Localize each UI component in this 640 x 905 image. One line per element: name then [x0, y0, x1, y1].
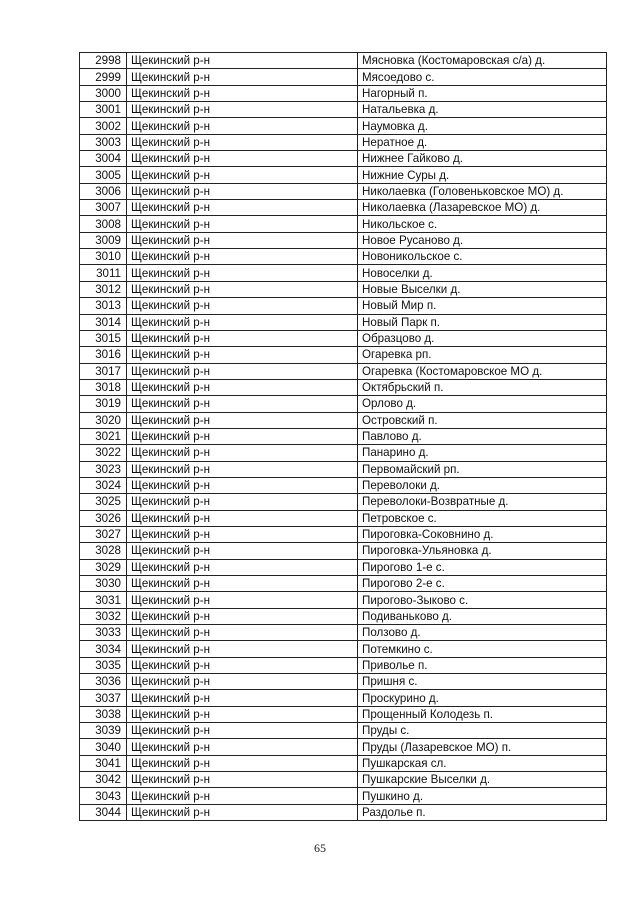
row-number-cell: 3018	[80, 379, 127, 395]
table-row	[80, 739, 607, 755]
table-row	[80, 347, 607, 363]
district-cell: Щекинский р-н	[127, 723, 358, 739]
settlement-name-cell: Петровское с.	[358, 510, 607, 526]
table-row	[80, 134, 607, 150]
row-number-cell: 3036	[80, 674, 127, 690]
settlement-name-cell: Октябрьский п.	[358, 379, 607, 395]
settlement-name-cell: Нагорный п.	[358, 85, 607, 101]
settlement-name-cell: Ползово д.	[358, 625, 607, 641]
district-cell: Щекинский р-н	[127, 804, 358, 820]
row-number-cell: 3005	[80, 167, 127, 183]
table-row	[80, 232, 607, 248]
settlement-name-cell: Переволоки д.	[358, 477, 607, 493]
table-row	[80, 314, 607, 330]
table-row	[80, 755, 607, 771]
row-number-cell: 3001	[80, 102, 127, 118]
settlement-name-cell: Прощенный Колодезь п.	[358, 706, 607, 722]
district-cell: Щекинский р-н	[127, 69, 358, 85]
row-number-cell: 3027	[80, 526, 127, 542]
table-row	[80, 625, 607, 641]
district-cell: Щекинский р-н	[127, 102, 358, 118]
settlement-name-cell: Огаревка (Костомаровское МО д.	[358, 363, 607, 379]
table-row	[80, 118, 607, 134]
row-number-cell: 3040	[80, 739, 127, 755]
settlement-name-cell: Пушкарские Выселки д.	[358, 772, 607, 788]
row-number-cell: 3029	[80, 559, 127, 575]
settlement-name-cell: Пироговка-Ульяновка д.	[358, 543, 607, 559]
settlement-name-cell: Потемкино с.	[358, 641, 607, 657]
row-number-cell: 2999	[80, 69, 127, 85]
row-number-cell: 3013	[80, 298, 127, 314]
settlement-name-cell: Переволоки-Возвратные д.	[358, 494, 607, 510]
table-row	[80, 298, 607, 314]
table-row	[80, 363, 607, 379]
settlement-name-cell: Пушкарская сл.	[358, 755, 607, 771]
district-cell: Щекинский р-н	[127, 608, 358, 624]
row-number-cell: 3024	[80, 477, 127, 493]
row-number-cell: 3007	[80, 200, 127, 216]
row-number-cell: 3000	[80, 85, 127, 101]
settlement-name-cell: Нижнее Гайково д.	[358, 151, 607, 167]
district-cell: Щекинский р-н	[127, 477, 358, 493]
row-number-cell: 3037	[80, 690, 127, 706]
district-cell: Щекинский р-н	[127, 641, 358, 657]
settlement-name-cell: Пироговка-Соковнино д.	[358, 526, 607, 542]
row-number-cell: 3008	[80, 216, 127, 232]
district-cell: Щекинский р-н	[127, 543, 358, 559]
district-cell: Щекинский р-н	[127, 445, 358, 461]
settlement-name-cell: Пушкино д.	[358, 788, 607, 804]
table-row	[80, 657, 607, 673]
table-row	[80, 690, 607, 706]
settlement-name-cell: Пирогово 2-е с.	[358, 576, 607, 592]
table-row	[80, 788, 607, 804]
table-row	[80, 576, 607, 592]
row-number-cell: 3030	[80, 576, 127, 592]
district-cell: Щекинский р-н	[127, 657, 358, 673]
row-number-cell: 3023	[80, 461, 127, 477]
row-number-cell: 3022	[80, 445, 127, 461]
settlement-name-cell: Проскурино д.	[358, 690, 607, 706]
settlement-name-cell: Орлово д.	[358, 396, 607, 412]
table-row	[80, 723, 607, 739]
table-row	[80, 543, 607, 559]
table-row	[80, 151, 607, 167]
settlements-table	[79, 52, 607, 821]
district-cell: Щекинский р-н	[127, 788, 358, 804]
district-cell: Щекинский р-н	[127, 510, 358, 526]
district-cell: Щекинский р-н	[127, 379, 358, 395]
row-number-cell: 3026	[80, 510, 127, 526]
row-number-cell: 3003	[80, 134, 127, 150]
table-row	[80, 102, 607, 118]
table-row	[80, 85, 607, 101]
settlement-name-cell: Новое Русаново д.	[358, 232, 607, 248]
row-number-cell: 3028	[80, 543, 127, 559]
district-cell: Щекинский р-н	[127, 772, 358, 788]
district-cell: Щекинский р-н	[127, 53, 358, 69]
row-number-cell: 3016	[80, 347, 127, 363]
settlement-name-cell: Панарино д.	[358, 445, 607, 461]
district-cell: Щекинский р-н	[127, 183, 358, 199]
row-number-cell: 3034	[80, 641, 127, 657]
row-number-cell: 3014	[80, 314, 127, 330]
district-cell: Щекинский р-н	[127, 706, 358, 722]
settlement-name-cell: Пирогово 1-е с.	[358, 559, 607, 575]
row-number-cell: 3044	[80, 804, 127, 820]
table-row	[80, 641, 607, 657]
table-row	[80, 200, 607, 216]
district-cell: Щекинский р-н	[127, 755, 358, 771]
row-number-cell: 3012	[80, 281, 127, 297]
table-row	[80, 216, 607, 232]
settlement-name-cell: Образцово д.	[358, 330, 607, 346]
table-row	[80, 281, 607, 297]
settlement-name-cell: Новые Выселки д.	[358, 281, 607, 297]
settlement-name-cell: Приволье п.	[358, 657, 607, 673]
settlement-name-cell: Новый Парк п.	[358, 314, 607, 330]
row-number-cell: 3038	[80, 706, 127, 722]
row-number-cell: 3009	[80, 232, 127, 248]
table-row	[80, 510, 607, 526]
row-number-cell: 3039	[80, 723, 127, 739]
table-row	[80, 330, 607, 346]
row-number-cell: 3010	[80, 249, 127, 265]
district-cell: Щекинский р-н	[127, 739, 358, 755]
district-cell: Щекинский р-н	[127, 249, 358, 265]
table-row	[80, 592, 607, 608]
district-cell: Щекинский р-н	[127, 559, 358, 575]
row-number-cell: 3021	[80, 428, 127, 444]
table-row	[80, 379, 607, 395]
row-number-cell: 3017	[80, 363, 127, 379]
district-cell: Щекинский р-н	[127, 576, 358, 592]
district-cell: Щекинский р-н	[127, 347, 358, 363]
row-number-cell: 3031	[80, 592, 127, 608]
district-cell: Щекинский р-н	[127, 281, 358, 297]
settlement-name-cell: Пруды (Лазаревское МО) п.	[358, 739, 607, 755]
settlement-name-cell: Пришня с.	[358, 674, 607, 690]
settlement-name-cell: Огаревка рп.	[358, 347, 607, 363]
district-cell: Щекинский р-н	[127, 363, 358, 379]
row-number-cell: 3015	[80, 330, 127, 346]
district-cell: Щекинский р-н	[127, 690, 358, 706]
table-row	[80, 428, 607, 444]
district-cell: Щекинский р-н	[127, 118, 358, 134]
district-cell: Щекинский р-н	[127, 314, 358, 330]
district-cell: Щекинский р-н	[127, 167, 358, 183]
settlement-name-cell: Натальевка д.	[358, 102, 607, 118]
row-number-cell: 3011	[80, 265, 127, 281]
row-number-cell: 2998	[80, 53, 127, 69]
row-number-cell: 3043	[80, 788, 127, 804]
district-cell: Щекинский р-н	[127, 625, 358, 641]
row-number-cell: 3006	[80, 183, 127, 199]
table-row	[80, 445, 607, 461]
table-row	[80, 69, 607, 85]
settlement-name-cell: Новый Мир п.	[358, 298, 607, 314]
district-cell: Щекинский р-н	[127, 298, 358, 314]
table-row	[80, 674, 607, 690]
table-row	[80, 526, 607, 542]
settlement-name-cell: Никольское с.	[358, 216, 607, 232]
settlement-name-cell: Наумовка д.	[358, 118, 607, 134]
table-row	[80, 559, 607, 575]
row-number-cell: 3020	[80, 412, 127, 428]
table-row	[80, 477, 607, 493]
settlement-name-cell: Новоселки д.	[358, 265, 607, 281]
row-number-cell: 3033	[80, 625, 127, 641]
district-cell: Щекинский р-н	[127, 200, 358, 216]
row-number-cell: 3032	[80, 608, 127, 624]
row-number-cell: 3042	[80, 772, 127, 788]
table-row	[80, 396, 607, 412]
district-cell: Щекинский р-н	[127, 265, 358, 281]
settlement-name-cell: Раздолье п.	[358, 804, 607, 820]
settlement-name-cell: Нератное д.	[358, 134, 607, 150]
table-row	[80, 53, 607, 69]
table-row	[80, 412, 607, 428]
page-number: 65	[314, 841, 326, 855]
table-row	[80, 494, 607, 510]
settlement-name-cell: Мясновка (Костомаровская с/а) д.	[358, 53, 607, 69]
district-cell: Щекинский р-н	[127, 494, 358, 510]
settlement-name-cell: Нижние Суры д.	[358, 167, 607, 183]
settlement-name-cell: Новоникольское с.	[358, 249, 607, 265]
table-row	[80, 804, 607, 820]
table-row	[80, 249, 607, 265]
table-row	[80, 772, 607, 788]
settlement-name-cell: Павлово д.	[358, 428, 607, 444]
table-row	[80, 183, 607, 199]
district-cell: Щекинский р-н	[127, 85, 358, 101]
district-cell: Щекинский р-н	[127, 461, 358, 477]
district-cell: Щекинский р-н	[127, 526, 358, 542]
row-number-cell: 3019	[80, 396, 127, 412]
district-cell: Щекинский р-н	[127, 428, 358, 444]
table-row	[80, 461, 607, 477]
settlement-name-cell: Первомайский рп.	[358, 461, 607, 477]
settlement-name-cell: Островский п.	[358, 412, 607, 428]
district-cell: Щекинский р-н	[127, 232, 358, 248]
settlement-name-cell: Николаевка (Лазаревское МО) д.	[358, 200, 607, 216]
table-row	[80, 167, 607, 183]
table-row	[80, 608, 607, 624]
settlement-name-cell: Пирогово-Зыково с.	[358, 592, 607, 608]
row-number-cell: 3041	[80, 755, 127, 771]
settlement-name-cell: Подиваньково д.	[358, 608, 607, 624]
row-number-cell: 3025	[80, 494, 127, 510]
district-cell: Щекинский р-н	[127, 151, 358, 167]
settlement-name-cell: Николаевка (Головеньковское МО) д.	[358, 183, 607, 199]
row-number-cell: 3002	[80, 118, 127, 134]
settlement-name-cell: Мясоедово с.	[358, 69, 607, 85]
district-cell: Щекинский р-н	[127, 330, 358, 346]
table-row	[80, 265, 607, 281]
table-row	[80, 706, 607, 722]
district-cell: Щекинский р-н	[127, 674, 358, 690]
settlement-name-cell: Пруды с.	[358, 723, 607, 739]
row-number-cell: 3035	[80, 657, 127, 673]
district-cell: Щекинский р-н	[127, 216, 358, 232]
district-cell: Щекинский р-н	[127, 592, 358, 608]
district-cell: Щекинский р-н	[127, 396, 358, 412]
settlements-table-body	[80, 53, 607, 821]
row-number-cell: 3004	[80, 151, 127, 167]
district-cell: Щекинский р-н	[127, 412, 358, 428]
district-cell: Щекинский р-н	[127, 134, 358, 150]
